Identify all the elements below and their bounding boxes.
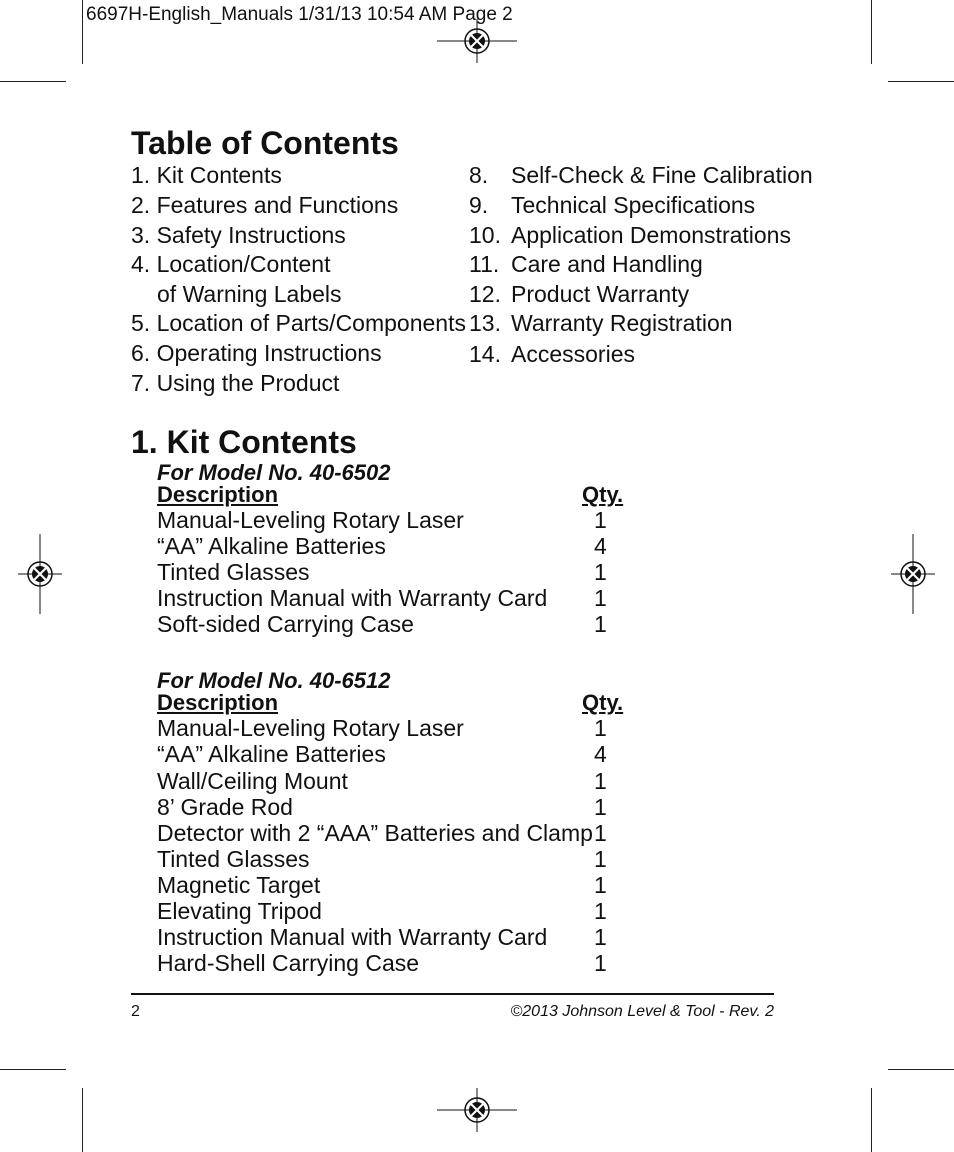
item-qty: 1 xyxy=(594,846,607,872)
toc-item[interactable] xyxy=(469,281,689,308)
item-description: Elevating Tripod xyxy=(157,898,322,924)
footer-rule xyxy=(131,993,774,995)
toc-label: Self-Check & Fine Calibration xyxy=(511,162,813,188)
item-description: Wall/Ceiling Mount xyxy=(157,768,348,794)
description-header: Description xyxy=(157,690,279,715)
crop-mark xyxy=(871,0,872,64)
crop-mark xyxy=(0,1069,66,1070)
qty-header: Qty. xyxy=(582,690,624,715)
item-qty: 1 xyxy=(594,872,607,898)
item-description: Manual-Leveling Rotary Laser xyxy=(157,715,464,741)
item-qty: 1 xyxy=(594,820,607,846)
section-title: 1. Kit Contents xyxy=(131,424,357,460)
toc-item[interactable]: 7. Using the Product xyxy=(131,370,340,396)
toc-item[interactable] xyxy=(469,310,733,337)
toc-item[interactable]: 2. Features and Functions xyxy=(131,192,399,218)
item-description: Tinted Glasses xyxy=(157,559,310,585)
toc-label: Product Warranty xyxy=(511,281,690,307)
item-description: Manual-Leveling Rotary Laser xyxy=(157,507,464,533)
item-qty: 1 xyxy=(594,924,607,950)
toc-number: 10. xyxy=(469,222,501,248)
toc-number: 9. xyxy=(469,192,489,218)
item-description: “AA” Alkaline Batteries xyxy=(157,741,386,767)
registration-mark-icon xyxy=(18,534,62,614)
print-slug: 6697H-English_Manuals 1/31/13 10:54 AM Page 2 xyxy=(86,4,513,25)
item-description: Tinted Glasses xyxy=(157,846,310,872)
toc-label: Accessories xyxy=(511,341,635,367)
description-header: Description xyxy=(157,482,279,507)
toc-label: Application Demonstrations xyxy=(511,222,791,248)
qty-header: Qty. xyxy=(582,482,624,507)
item-qty: 4 xyxy=(594,533,607,559)
crop-mark xyxy=(888,1069,954,1070)
toc-item[interactable] xyxy=(469,162,813,189)
item-qty: 1 xyxy=(594,794,607,820)
toc-item[interactable]: 5. Location of Parts/Components xyxy=(131,310,466,336)
registration-mark-icon xyxy=(437,1088,517,1132)
item-qty: 1 xyxy=(594,585,607,611)
crop-mark xyxy=(888,81,954,82)
item-description: Soft-sided Carrying Case xyxy=(157,611,414,637)
item-qty: 1 xyxy=(594,715,607,741)
toc-title: Table of Contents xyxy=(131,125,399,161)
toc-number: 13. xyxy=(469,310,501,336)
toc-item[interactable] xyxy=(469,192,755,219)
registration-mark-icon xyxy=(891,534,935,614)
item-description: Magnetic Target xyxy=(157,872,321,898)
model-label: For Model No. 40-6502 xyxy=(157,460,391,485)
toc-item[interactable]: 4. Location/Content xyxy=(131,251,331,277)
toc-number: 8. xyxy=(469,162,489,188)
crop-mark xyxy=(82,1088,83,1152)
item-description: Hard-Shell Carrying Case xyxy=(157,950,420,976)
item-description: “AA” Alkaline Batteries xyxy=(157,533,386,559)
toc-item[interactable]: 1. Kit Contents xyxy=(131,162,282,188)
item-qty: 1 xyxy=(594,507,607,533)
crop-mark xyxy=(0,81,66,82)
toc-item[interactable]: 3. Safety Instructions xyxy=(131,222,346,248)
copyright: ©2013 Johnson Level & Tool - Rev. 2 xyxy=(510,1003,774,1020)
item-qty: 4 xyxy=(594,741,607,767)
page-number: 2 xyxy=(131,1003,140,1020)
toc-item-continued[interactable]: of Warning Labels xyxy=(157,281,342,307)
toc-item[interactable] xyxy=(469,222,791,249)
toc-number: 11. xyxy=(469,251,500,277)
toc-number: 14. xyxy=(469,341,501,367)
toc-item[interactable] xyxy=(469,251,703,278)
crop-mark xyxy=(82,0,83,64)
toc-label: Technical Specifications xyxy=(511,192,756,218)
toc-item[interactable] xyxy=(469,341,635,368)
item-qty: 1 xyxy=(594,611,607,637)
registration-mark-icon xyxy=(437,19,517,63)
model-label: For Model No. 40-6512 xyxy=(157,668,391,693)
item-description: Instruction Manual with Warranty Card xyxy=(157,585,548,611)
toc-label: Warranty Registration xyxy=(511,310,733,336)
item-qty: 1 xyxy=(594,768,607,794)
item-qty: 1 xyxy=(594,559,607,585)
toc-number: 12. xyxy=(469,281,501,307)
item-description: 8’ Grade Rod xyxy=(157,794,293,820)
crop-mark xyxy=(871,1088,872,1152)
item-qty: 1 xyxy=(594,898,607,924)
toc-label: Care and Handling xyxy=(511,251,703,277)
item-description: Detector with 2 “AAA” Batteries and Clamp xyxy=(157,820,593,846)
item-qty: 1 xyxy=(594,950,607,976)
toc-item[interactable]: 6. Operating Instructions xyxy=(131,340,382,366)
item-description: Instruction Manual with Warranty Card xyxy=(157,924,548,950)
